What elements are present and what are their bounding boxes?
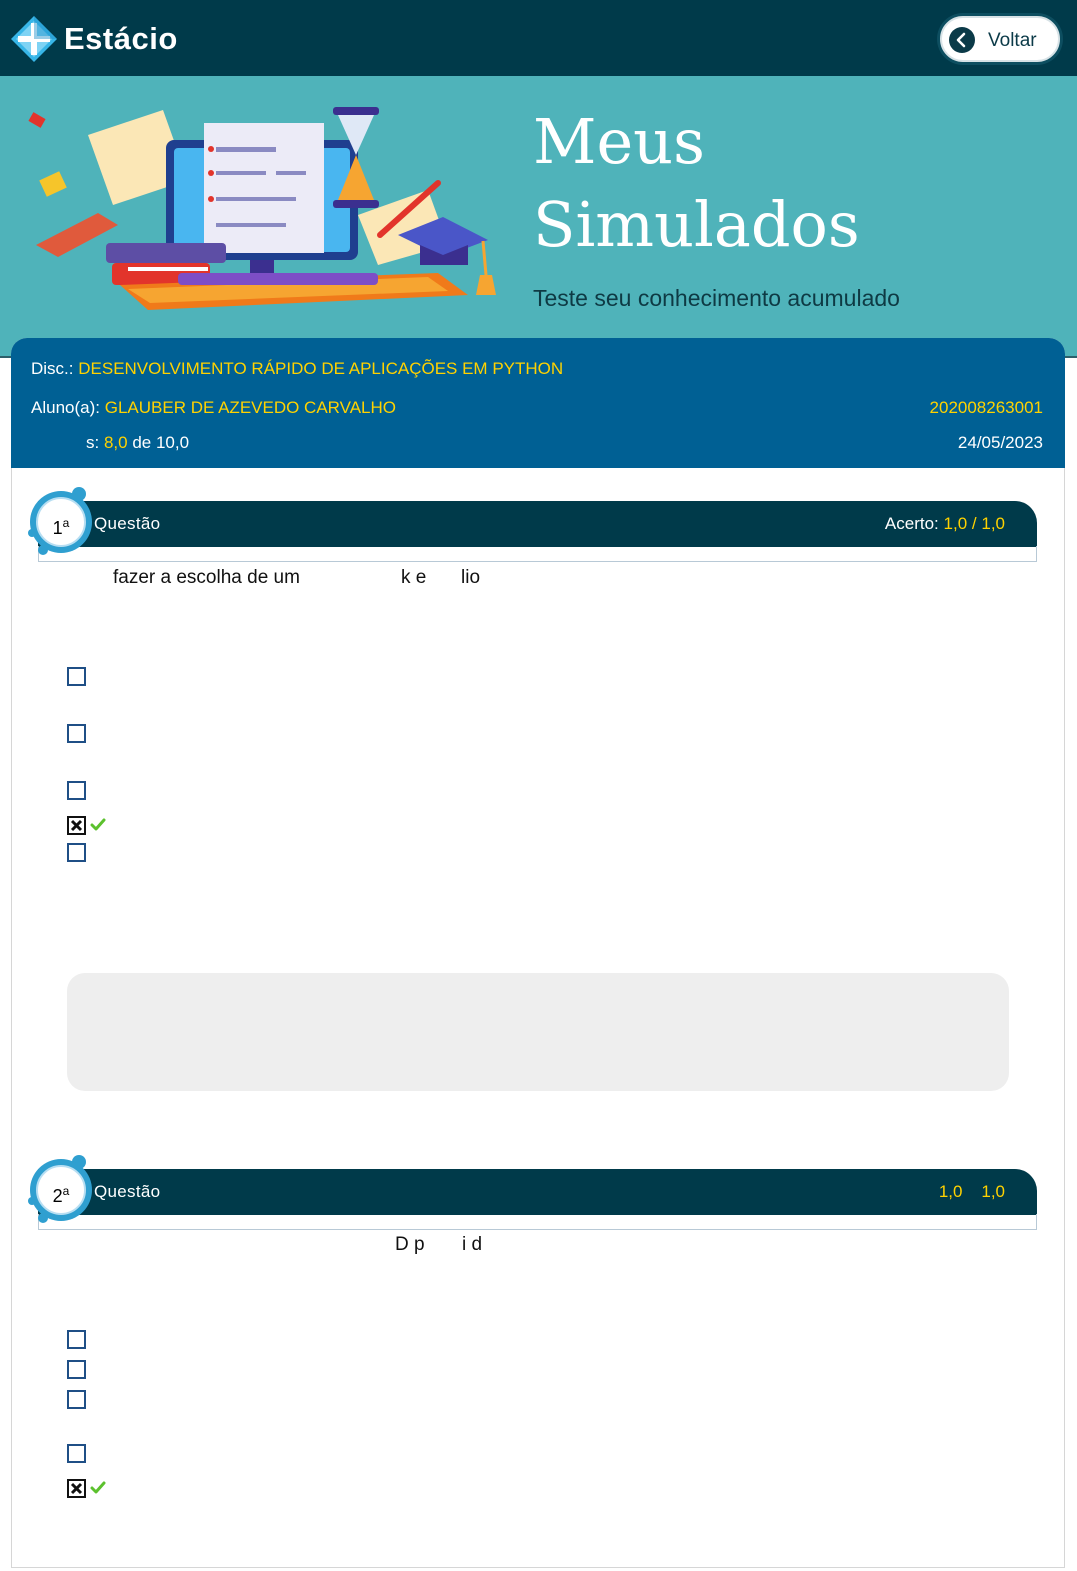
question-2-header <box>38 1169 1037 1215</box>
question-1-option-c[interactable] <box>67 781 86 800</box>
chevron-left-icon <box>949 27 975 53</box>
banner-title <box>533 100 1053 266</box>
question-1-score-label: Acerto: <box>884 514 939 533</box>
question-2-option-d[interactable] <box>67 1444 86 1463</box>
question-1-text-part-2: k e <box>401 567 427 588</box>
check-icon <box>90 818 106 832</box>
question-1-badge <box>30 491 94 559</box>
banner-title-line2: Simulados <box>533 188 860 261</box>
back-button[interactable] <box>940 16 1060 62</box>
question-2-badge <box>30 1159 94 1227</box>
question-2-score-max: 1,0 <box>981 1182 1005 1201</box>
question-1-score <box>885 514 1005 534</box>
question-1-score-value: 1,0 <box>943 514 968 533</box>
question-2-label: Questão <box>94 1182 161 1201</box>
question-1-option-d[interactable] <box>67 816 86 835</box>
explanation-box <box>67 973 1009 1091</box>
student-id: 202008263001 <box>929 398 1043 417</box>
question-2-ordinal: a <box>62 1184 70 1198</box>
question-1-ordinal: a <box>62 516 70 530</box>
question-1-option-b[interactable] <box>67 724 86 743</box>
banner-subtitle: Teste seu conhecimento acumulado <box>533 285 900 311</box>
question-1-underline <box>38 546 1037 562</box>
question-1-score-sep: / <box>971 514 977 533</box>
top-bar <box>0 0 1077 76</box>
question-1-score-max: 1,0 <box>981 514 1005 533</box>
discipline-row <box>31 359 563 379</box>
question-1-label: Questão <box>94 514 161 533</box>
student-label: Aluno(a): <box>31 398 100 417</box>
banner-title-line1: Meus <box>533 105 705 178</box>
question-2-text-part-1: D p <box>395 1234 425 1255</box>
score-value: 8,0 <box>103 433 128 452</box>
question-2-option-a[interactable] <box>67 1330 86 1349</box>
question-2-option-b[interactable] <box>67 1360 86 1379</box>
x-mark-icon <box>70 819 83 832</box>
student-row <box>31 398 396 418</box>
question-1-text-part-1: fazer a escolha de um <box>113 567 300 588</box>
question-2-score <box>939 1182 1005 1202</box>
discipline-value: DESENVOLVIMENTO RÁPIDO DE APLICAÇÕES EM PYTHON <box>78 359 564 378</box>
question-2-text-part-2: i d <box>462 1234 483 1255</box>
question-1-text-part-3: lio <box>461 567 481 588</box>
question-2-score-value: 1,0 <box>938 1182 963 1201</box>
score-total: de 10,0 <box>132 433 190 452</box>
exam-date: 24/05/2023 <box>957 433 1043 452</box>
student-info-panel <box>11 338 1065 468</box>
score-row <box>86 433 189 453</box>
check-icon <box>90 1481 106 1495</box>
question-1-option-a[interactable] <box>67 667 86 686</box>
study-illustration-icon <box>28 105 508 320</box>
question-2-number: 2 <box>52 1186 63 1206</box>
brand-name: Estácio <box>64 21 178 56</box>
question-2-option-c[interactable] <box>67 1390 86 1409</box>
back-button-label: Voltar <box>988 30 1037 51</box>
estacio-logo-icon <box>10 15 58 63</box>
x-mark-icon <box>70 1482 83 1495</box>
score-label: s: <box>86 433 100 452</box>
question-1-header <box>38 501 1037 547</box>
student-name: GLAUBER DE AZEVEDO CARVALHO <box>104 398 397 417</box>
question-1-option-e[interactable] <box>67 843 86 862</box>
question-2-underline <box>38 1214 1037 1230</box>
question-1-number: 1 <box>52 518 63 538</box>
question-2-option-e[interactable] <box>67 1479 86 1498</box>
discipline-label: Disc.: <box>31 359 74 378</box>
